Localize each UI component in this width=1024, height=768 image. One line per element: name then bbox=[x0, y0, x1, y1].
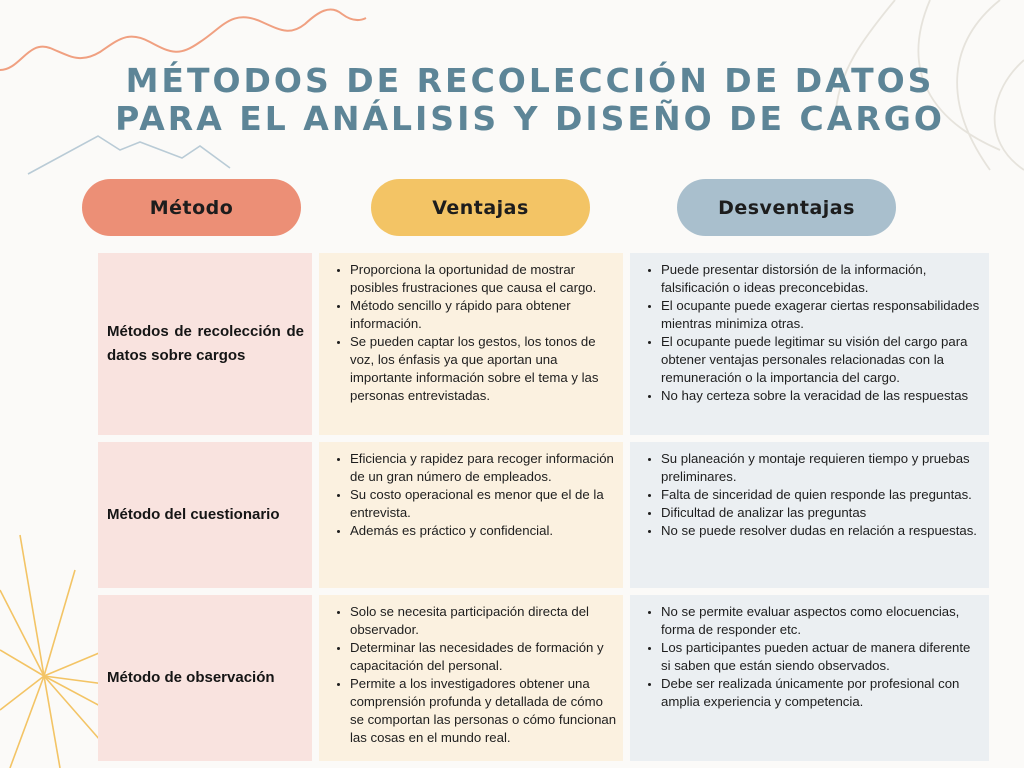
header-ventajas: Ventajas bbox=[371, 179, 590, 236]
row-3-desventajas-list bbox=[630, 595, 989, 711]
row-3-desventajas-cell bbox=[630, 595, 989, 761]
list-item: • Además es práctico y confidencial. bbox=[350, 522, 617, 540]
row-2-ventajas-cell bbox=[319, 442, 623, 588]
list-item: • Su planeación y montaje requieren tiempo y pruebas preliminares. bbox=[661, 450, 983, 486]
list-item: • Determinar las necesidades de formación y capacitación del personal. bbox=[350, 639, 617, 675]
row-1-metodo-cell bbox=[98, 253, 312, 435]
row-1-desventajas-cell bbox=[630, 253, 989, 435]
list-item: • Debe ser realizada únicamente por profesional con amplia experiencia y competencia. bbox=[661, 675, 983, 711]
list-item: • El ocupante puede legitimar su visión del cargo para obtener ventajas personales relacionadas con la remuneración o la importancia del cargo. bbox=[661, 333, 983, 387]
row-2-desventajas-cell bbox=[630, 442, 989, 588]
row-3-ventajas-list bbox=[319, 595, 623, 747]
row-1-metodo: Métodos de recolección de datos sobre cargos bbox=[107, 323, 304, 364]
row-3-metodo: Método de observación bbox=[107, 669, 275, 686]
list-item: • No se puede resolver dudas en relación a respuestas. bbox=[661, 522, 983, 540]
row-1-ventajas-cell bbox=[319, 253, 623, 435]
row-2-desventajas-list bbox=[630, 442, 989, 540]
list-item: • Proporciona la oportunidad de mostrar posibles frustraciones que causa el cargo. bbox=[350, 261, 617, 297]
list-item: • Puede presentar distorsión de la información, falsificación o ideas preconcebidas. bbox=[661, 261, 983, 297]
list-item: • Los participantes pueden actuar de manera diferente si saben que están siendo observados. bbox=[661, 639, 983, 675]
row-2-metodo-cell bbox=[98, 442, 312, 588]
header-desventajas: Desventajas bbox=[677, 179, 896, 236]
row-1-ventajas-list bbox=[319, 253, 623, 405]
list-item: • Solo se necesita participación directa del observador. bbox=[350, 603, 617, 639]
row-3-ventajas-cell bbox=[319, 595, 623, 761]
list-item: • El ocupante puede exagerar ciertas responsabilidades mientras minimiza otras. bbox=[661, 297, 983, 333]
blue-peaks-decoration bbox=[28, 136, 230, 174]
page-title bbox=[0, 62, 1024, 138]
title-line-2: PARA EL ANÁLISIS Y DISEÑO DE CARGO bbox=[115, 99, 945, 138]
title-line-1: MÉTODOS DE RECOLECCIÓN DE DATOS bbox=[125, 61, 935, 100]
list-item: • Método sencillo y rápido para obtener información. bbox=[350, 297, 617, 333]
row-2-metodo: Método del cuestionario bbox=[107, 506, 280, 523]
row-3-metodo-cell bbox=[98, 595, 312, 761]
header-metodo: Método bbox=[82, 179, 301, 236]
row-2-ventajas-list bbox=[319, 442, 623, 540]
list-item: • Eficiencia y rapidez para recoger información de un gran número de empleados. bbox=[350, 450, 617, 486]
list-item: • No hay certeza sobre la veracidad de las respuestas bbox=[661, 387, 983, 405]
list-item: • Dificultad de analizar las preguntas bbox=[661, 504, 983, 522]
list-item: • No se permite evaluar aspectos como elocuencias, forma de responder etc. bbox=[661, 603, 983, 639]
list-item: • Permite a los investigadores obtener una comprensión profunda y detallada de cómo se comportan las personas o cómo funcionan las cosas en el mundo real. bbox=[350, 675, 617, 747]
row-1-desventajas-list bbox=[630, 253, 989, 405]
list-item: • Falta de sinceridad de quien responde las preguntas. bbox=[661, 486, 983, 504]
list-item: • Se pueden captar los gestos, los tonos de voz, los énfasis ya que aportan una importante información sobre el tema y las personas entrevistadas. bbox=[350, 333, 617, 405]
list-item: • Su costo operacional es menor que el de la entrevista. bbox=[350, 486, 617, 522]
